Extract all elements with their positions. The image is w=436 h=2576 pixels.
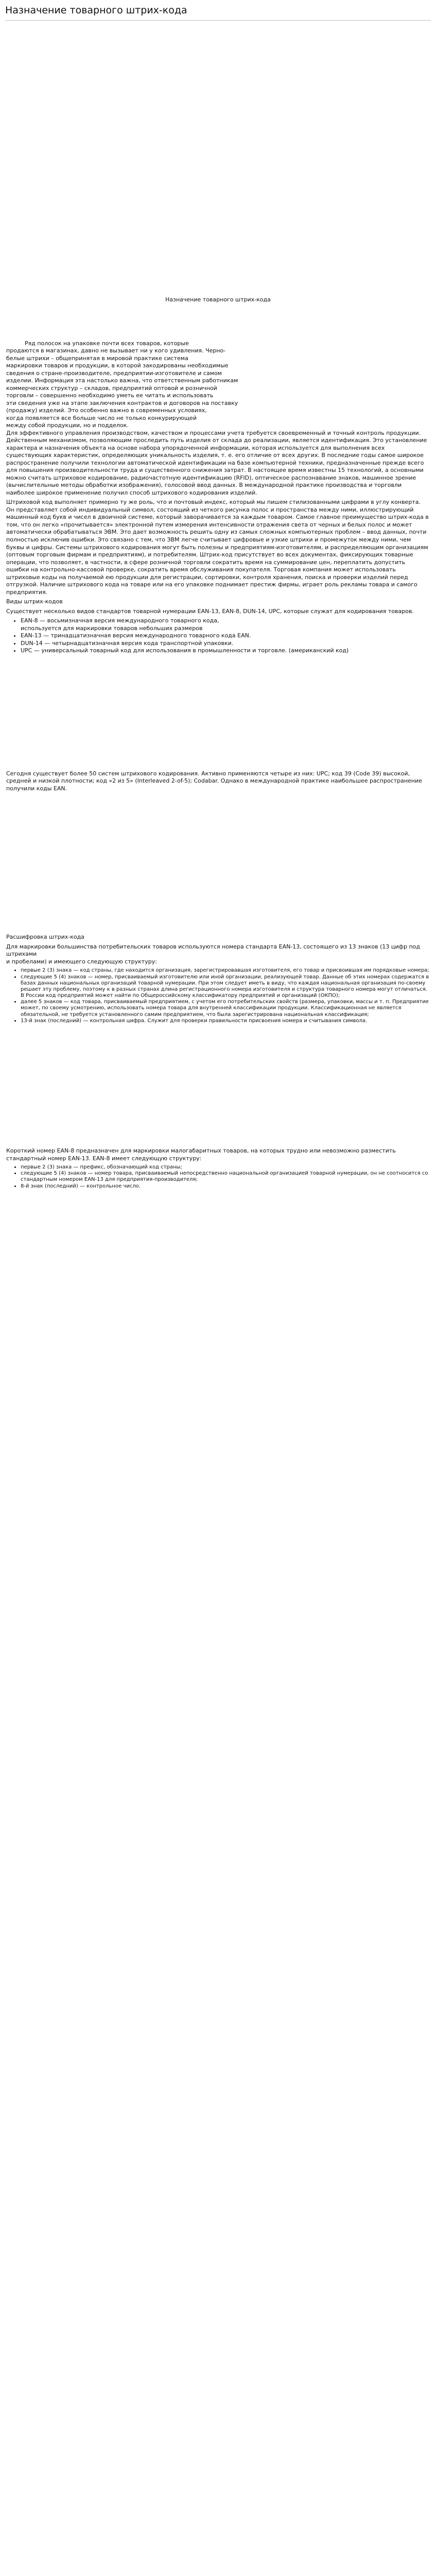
list-item: • первые 2 (3) знака — код страны, где находится организация, зарегистрировавшая изготовителя, его товар и присвоившая им порядковые номера; (21, 968, 430, 974)
article-body (0, 21, 436, 1190)
list-item: • EAN-8 — восьмизначная версия международного товарного кода, используется для маркировки товаров небольших размеров (21, 617, 430, 632)
section-heading-types: Виды штрих-кодов (6, 598, 63, 605)
list-item: • далее 5 знаков — код товара, присваиваемый предприятием, с учетом его потребительских свойств (размера, упаковки, массы и т. п. Предприятие может, по своему усмотрению, использовать номера товара для внутренней классификации продукции. Классификационная не является обязательной, не требуется установленного самим предприятием, что была зарегистрирована национальная классификация; (21, 999, 430, 1018)
intro-line: торговли – совершенно необходимо уметь ее читать и использовать (6, 392, 214, 399)
list-item: • следующие 5 (4) знаков — номер, присваиваемый изготовителю или иной организации, реализующей товар. Данные об этих номерах содержатся в базах данных национальных организаций товарной нумерации. При этом следует иметь в виду, что каждая национальная организация по-своему решает эту проблему, поэтому к в разных странах длина регистрационного номера изготовителя и структура товарного номера могут отличаться. В России код предприятий может найти по Общероссийскому классификатору предприятий и организаций (ОКПО); (21, 974, 430, 999)
intro-line: между собой продукции, но и подделок. (6, 422, 129, 429)
intro-line: эти сведения уже на этапе заключения контрактов и договоров на поставку (6, 399, 238, 406)
paragraph-types-intro: Существует несколько видов стандартов товарной нумерации EAN-13, EAN-8, DUN-14, UPC, которые служат для кодирования товаров. (6, 607, 414, 615)
list-item: • 8-й знак (последний) — контрольное число. (21, 1183, 430, 1190)
intro-line: Ряд полосок на упаковке почти всех товаров, которые (25, 340, 189, 347)
list-item: • UPC — универсальный товарный код для использования в промышленности и торговле. (американский код) (21, 647, 430, 655)
intro-line: сведения о стране-производителе, предприятии-изготовителе и самом (6, 369, 222, 377)
intro-line: коммерческих структур – складов, предприятий оптовой и розничной (6, 384, 217, 392)
list-item: • 13-й знак (последний) — контрольная цифра. Служит для проверки правильности присвоения номера и считывания символа. (21, 1018, 430, 1024)
intro-line: маркировки товаров и продукции, в которой закодированы необходимые (6, 362, 229, 369)
intro-line: когда появляется все больше число не только конкурирующей (6, 414, 197, 421)
intro-line: продаются в магазинах, давно не вызывает ни у кого удивления. Черно- (6, 347, 226, 354)
section-heading-decoding: Расшифровка штрих-кода (6, 934, 84, 941)
paragraph-decoding-intro: Для маркировки большинства потребительских товаров используются номера стандарта EAN-13, состоящего из 13 знаков (13 цифр под штрихами и пробелами) и имеющего следующую структуру: (6, 943, 420, 965)
paragraph-systems: Сегодня существует более 50 систем штрихового кодирования. Активно применяются четыре из них: UPC; код 39 (Code 39) высокой, средней и низкой плотности; код «2 из 5» (Interleaved 2-of-5); Codabar. Однако в международной практике наибольшее распространение получили коды EAN. (6, 770, 422, 792)
list-item: • первые 2 (3) знака — префикс, обозначающий код страны; (21, 1164, 430, 1171)
article-center-title: Назначение товарного штрих-кода (165, 296, 271, 303)
paragraph-identification: Для эффективного управления производством, качеством и процессами учета требуется своевременный и точный контроль продукции. Действенным механизмом, позволяющим проследить путь изделия от склада до реализации, является идентификация. Это установление характера и назначения объекта на основе набора упорядоченной информации, которая используется для выполнения всех существующих характеристик, определяющих уникальность изделия, т. е. его отличие от всех других. В последние годы самое широкое распространение получили технологии автоматической идентификации на базе компьютерной техники, предназначенные прежде всего для повышения производительности труда и существенного снижения затрат. В настоящее время известны 15 технологий, а основными можно считать штриховое кодирование, радиочастотную идентификацию (RFID), оптическое распознавание знаков, машинное зрение (вычислительные методы обработки изображения), голосовой ввод данных. В международной практике производства и торговли наиболее широкое применение получил способ штрихового кодирования изделий. (6, 429, 427, 496)
list-item: • следующие 5 (4) знаков — номер товара, присваиваемый непосредственно национальной организацией товарной нумерации, он не соотносится со стандартным номером EAN-13 для предприятия-производителя; (21, 1171, 430, 1183)
document-page (0, 0, 436, 1192)
intro-line: (продажу) изделий. Это особенно важно в современных условиях, (6, 407, 207, 414)
paragraph-ean8-intro: Короткий номер EAN-8 предназначен для маркировки малогабаритных товаров, на которых трудно или невозможно разместить стандартный номер EAN-13. EAN-8 имеет следующую структуру: (6, 1147, 396, 1162)
list-item: • DUN-14 — четырнадцатизначная версия кода транспортной упаковки. (21, 640, 430, 648)
ean8-structure-list (6, 1164, 430, 1190)
ean13-structure-list (6, 968, 430, 1024)
list-item: • EAN-13 — тринадцатизначная версия международного товарного кода EAN. (21, 632, 430, 640)
intro-block (6, 340, 248, 430)
intro-line: изделии. Информация эта настолько важна, что ответственным работникам (6, 377, 238, 384)
intro-line: белые штрихи – общепринятая в мировой практике система (6, 354, 188, 362)
types-list (6, 617, 430, 655)
paragraph-barcode: Штриховой код выполняет примерно ту же роль, что и почтовый индекс, который мы пишем стилизованными цифрами в углу конверта. Он представляет собой индивидуальный символ, состоящий из четкого рисунка полос и пространства между ними, иллюстрирующий машинный код букв и чисел в двоичной системе, который заворачивается за каждым товаром. Самое главное преимущество штрих-кода в том, что он легко «прочитывается» электронной путем измерения интенсивности отражения света от черных и белых полос и может автоматически обрабатываться ЭВМ. Это дает возможность решить одну из самых сложных компьютерных проблем – ввод данных, почти полностью исключив ошибки. Это связано с тем, что ЗВМ легче считывает цифровые и узкие штрихи и промежуток между ними, чем буквы и цифры. Системы штрихового кодирования могут быть полезны и предприятиям-изготовителям, и распределяющим организациям (оптовым торговым фирмам и предприятиям), и потребителям. Штрих-код присутствует во всех документах, фиксирующих товарные операции, что позволяет, в частности, в сфере розничной торговли сократить время на суммирование цен, переплатить допустить ошибки на контрольно-кассовой проверке, сократить время обслуживания покупателя. Торговая компания может использовать штриховые коды на получаемой ею продукции для регистрации, сортировки, контроля хранения, поиска и проверки изделий перед отгрузкой. Наличие штрихового кода на товаре или на его упаковке поднимает престиж фирмы, играет роль рекламы товара и самого предприятия. (6, 499, 429, 596)
page-title: Назначение товарного штрих-кода (5, 5, 187, 16)
